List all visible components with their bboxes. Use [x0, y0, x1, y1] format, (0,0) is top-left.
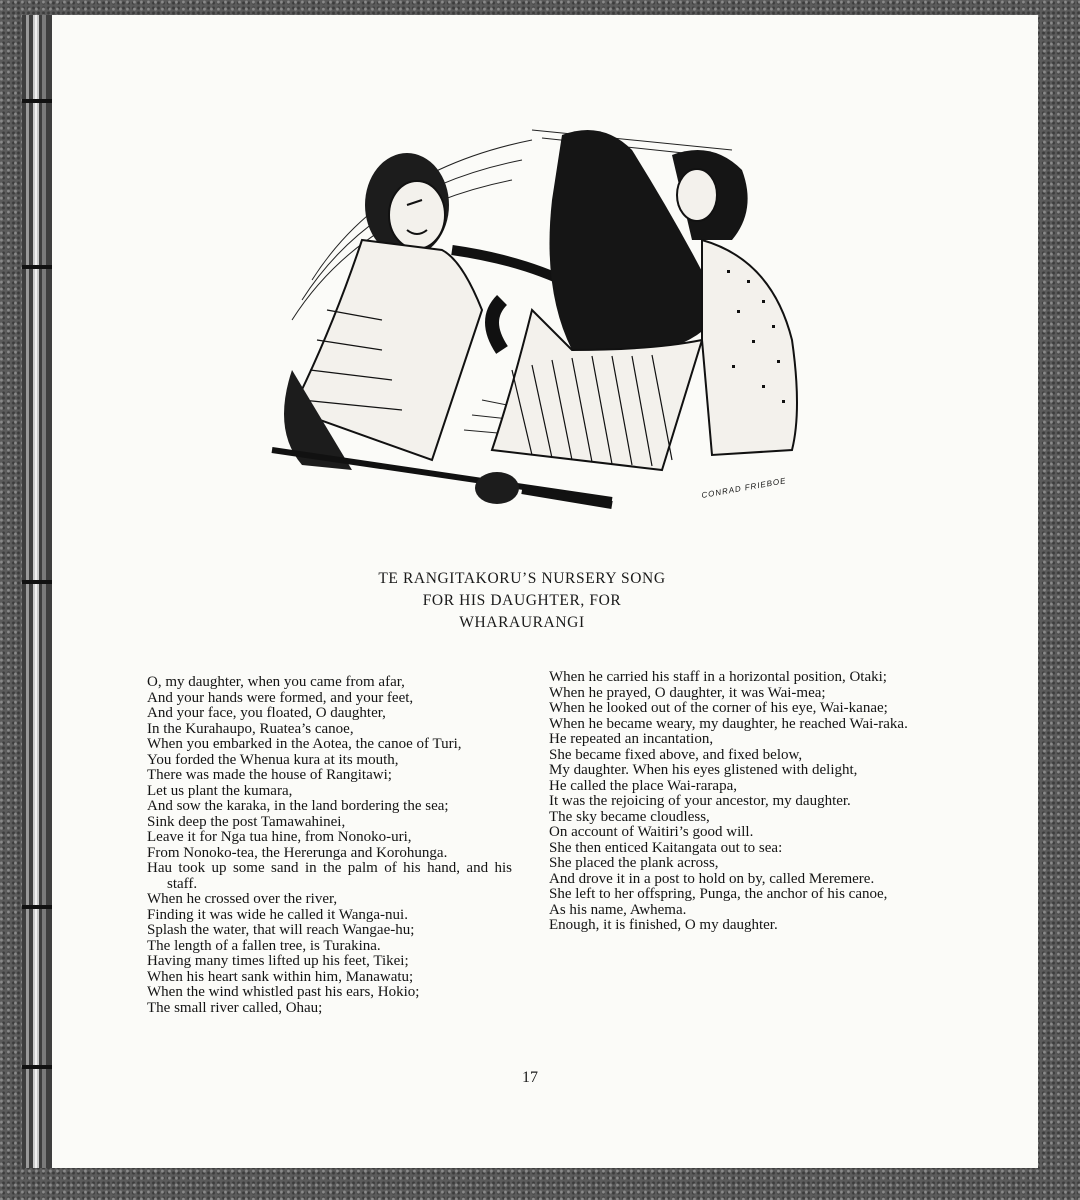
poem-left-column [147, 675, 512, 1016]
poem-line: From Nonoko-tea, the Hererunga and Korohunga. [147, 844, 448, 861]
poem-line: He called the place Wai-rarapa, [549, 777, 737, 794]
illustration [232, 110, 822, 530]
poem-line: When he became weary, my daughter, he reached Wai-raka. [549, 715, 908, 732]
poem-line: She left to her offspring, Punga, the anchor of his canoe, [549, 886, 888, 902]
poem-line: Having many times lifted up his feet, Tikei; [147, 953, 409, 969]
poem-line: When you embarked in the Aotea, the canoe of Turi, [147, 736, 462, 752]
poem-line: Enough, it is finished, O my daughter. [549, 917, 778, 933]
poem-line: When he prayed, O daughter, it was Wai-mea; [549, 684, 826, 701]
poem-line: The small river called, Ohau; [147, 999, 323, 1016]
poem-line: It was the rejoicing of your ancestor, my daughter. [549, 793, 851, 809]
poem-line: And drove it in a post to hold on by, called Meremere. [549, 870, 875, 887]
poem-line: He repeated an incantation, [549, 731, 714, 747]
poem-line: Leave it for Nga tua hine, from Nonoko-uri, [147, 829, 412, 845]
poem-line: There was made the house of Rangitawi; [147, 767, 392, 783]
poem-line: When he carried his staff in a horizontal position, Otaki; [549, 669, 887, 685]
poem-line: When he crossed over the river, [147, 891, 338, 907]
poem-line: Splash the water, that will reach Wangae-hu; [147, 922, 415, 938]
book-binding [22, 15, 52, 1168]
poem-line: The sky became cloudless, [549, 808, 710, 825]
poem-line: When his heart sank within him, Manawatu; [147, 968, 414, 985]
poem-line: She became fixed above, and fixed below, [549, 746, 803, 763]
poem-line: And sow the karaka, in the land bordering the sea; [147, 798, 449, 814]
poem-line: And your hands were formed, and your feet, [147, 689, 414, 706]
poem-line: When the wind whistled past his ears, Hokio; [147, 984, 420, 1000]
song-title-line-1: TE RANGITAKORU’S NURSERY SONG [378, 570, 666, 587]
illustration-signature: CONRAD FRIEBOE [700, 476, 788, 500]
poem-line: As his name, Awhema. [549, 901, 687, 918]
poem-line: Sink deep the post Tamawahinei, [147, 813, 346, 830]
poem-line: Let us plant the kumara, [147, 782, 293, 799]
poem-line: O, my daughter, when you came from afar, [147, 674, 405, 690]
poem-line: And your face, you floated, O daughter, [147, 705, 386, 721]
poem-line: Finding it was wide he called it Wanga-nui. [147, 906, 408, 923]
poem-line: She then enticed Kaitangata out to sea: [549, 839, 783, 856]
poem-line: When he looked out of the corner of his eye, Wai-kanae; [549, 700, 888, 716]
poem-right-column [549, 670, 914, 934]
song-title-line-2: FOR HIS DAUGHTER, FOR [422, 592, 622, 609]
poem-line: You forded the Whenua kura at its mouth, [147, 751, 399, 768]
song-title-line-3: WHARAURANGI [459, 614, 585, 631]
poem-line: Hau took up some sand in the palm of his hand, and his staff. [147, 860, 512, 892]
poem-line: On account of Waitiri’s good will. [549, 824, 754, 840]
poem-line: My daughter. When his eyes glistened with delight, [549, 762, 858, 778]
poem-line: In the Kurahaupo, Ruatea’s canoe, [147, 720, 354, 737]
book-page [22, 15, 1038, 1168]
poem-line: She placed the plank across, [549, 855, 719, 871]
poem-line: The length of a fallen tree, is Turakina. [147, 937, 381, 954]
page-number: 17 [522, 1069, 538, 1086]
song-title [302, 568, 742, 634]
